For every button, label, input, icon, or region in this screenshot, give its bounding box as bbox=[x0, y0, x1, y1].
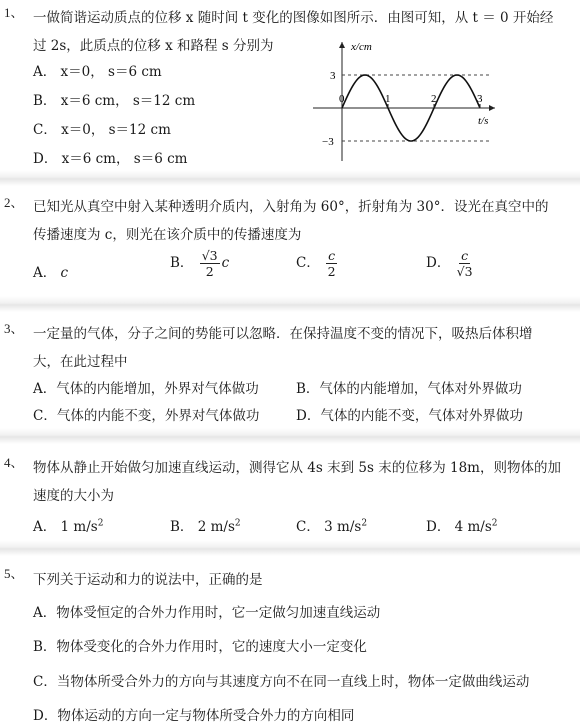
option-a: A．物体受恒定的合外力作用时，它一定做匀加速直线运动 bbox=[33, 605, 381, 621]
question-stem: 传播速度为 c，则光在该介质中的传播速度为 bbox=[33, 227, 302, 243]
y-tick-label: −3 bbox=[322, 136, 334, 148]
x-tick-label: 3 bbox=[477, 93, 483, 105]
option-a: A． c bbox=[33, 265, 69, 281]
option-c: C． x＝0， s＝12 cm bbox=[33, 122, 171, 138]
question-number: 1、 bbox=[4, 5, 24, 20]
fraction: $\frac{c}{2}$ bbox=[327, 248, 336, 279]
question-number: 4、 bbox=[4, 455, 24, 470]
fraction: $\frac{c}{√3}$ bbox=[456, 248, 473, 279]
divider bbox=[0, 428, 580, 444]
option-c: C．气体的内能不变，外界对气体做功 bbox=[33, 408, 260, 424]
option-c: C．当物体所受合外力的方向与其速度方向不在同一直线上时，物体一定做曲线运动 bbox=[33, 674, 530, 690]
option-a: A． 1 $m/s^2$ bbox=[33, 518, 104, 535]
option-b: B． x＝6 cm， s＝12 cm bbox=[33, 93, 196, 109]
option-c: C． $\frac{c}{2}$ bbox=[296, 248, 336, 279]
option-d: D． $\frac{c}{√3}$ bbox=[426, 248, 473, 279]
option-a: A． x＝0， s＝6 cm bbox=[33, 64, 162, 80]
option-a: A．气体的内能增加，外界对气体做功 bbox=[33, 381, 259, 397]
option-c: C． 3 $m/s^2$ bbox=[296, 518, 368, 535]
question-stem: 过 2s，此质点的位移 x 和路程 s 分别为 bbox=[33, 38, 274, 54]
divider bbox=[0, 540, 580, 556]
question-stem: 一做简谐运动质点的位移 x 随时间 t 变化的图像如图所示．由图可知，从 t ＝ 0 开始经 bbox=[33, 10, 554, 26]
x-tick-label: 1 bbox=[385, 93, 391, 105]
fraction: $\frac{√3}{2}$ bbox=[201, 248, 218, 279]
x-tick-label: 2 bbox=[431, 93, 437, 105]
question-stem: 速度的大小为 bbox=[33, 488, 114, 504]
option-d: D． 4 $m/s^2$ bbox=[426, 518, 498, 535]
displacement-time-graph bbox=[305, 36, 505, 166]
option-d: D．物体运动的方向一定与物体所受合外力的方向相同 bbox=[33, 708, 355, 724]
y-tick-label: 3 bbox=[330, 70, 336, 82]
option-b: B． 2 $m/s^2$ bbox=[170, 518, 241, 535]
option-b: B．物体受变化的合外力作用时，它的速度大小一定变化 bbox=[33, 639, 367, 655]
option-b: B．气体的内能增加，气体对外界做功 bbox=[296, 381, 522, 397]
x-axis-label: t/s bbox=[478, 115, 489, 127]
question-stem: 物体从静止开始做匀加速直线运动，测得它从 4s 末到 5s 末的位移为 18m，则物体的加 bbox=[33, 460, 561, 476]
divider bbox=[0, 170, 580, 186]
question-stem: 一定量的气体，分子之间的势能可以忽略．在保持温度不变的情况下，吸热后体积增 bbox=[33, 326, 533, 342]
y-axis-label: x/cm bbox=[351, 41, 372, 53]
question-number: 5、 bbox=[4, 566, 24, 581]
option-b: B． $\frac{√3}{2}$ c bbox=[170, 248, 230, 279]
divider bbox=[0, 296, 580, 312]
option-d: D． x＝6 cm， s＝6 cm bbox=[33, 151, 188, 167]
question-number: 2、 bbox=[4, 195, 24, 210]
question-stem: 下列关于运动和力的说法中，正确的是 bbox=[33, 572, 263, 588]
question-number: 3、 bbox=[4, 321, 24, 336]
question-stem: 大，在此过程中 bbox=[33, 354, 128, 370]
option-d: D．气体的内能不变，气体对外界做功 bbox=[296, 408, 523, 424]
x-tick-label: 0 bbox=[339, 93, 345, 105]
question-stem: 已知光从真空中射入某种透明介质内，入射角为 60°，折射角为 30°．设光在真空中的 bbox=[33, 199, 549, 215]
